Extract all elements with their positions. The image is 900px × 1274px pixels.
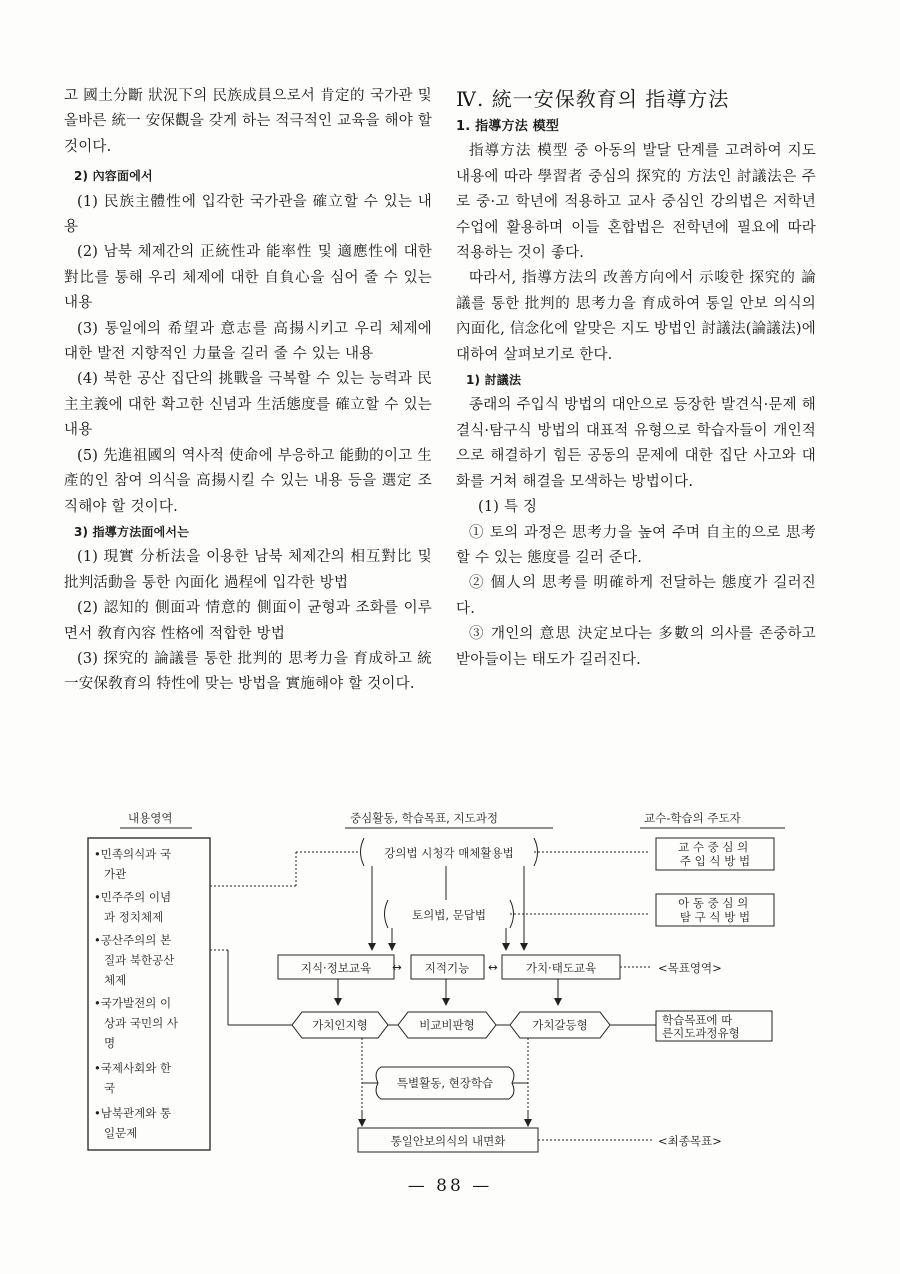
- paragraph-discussion: 종래의 주입식 방법의 대안으로 등장한 발견식·문제 해결식·탐구식 방법의 대표적 유형으로 학습자들이 개인적으로 해결하기 힘든 공동의 문제에 대한 집단 사고와 대화를 거쳐 해결을 모색하는 방법이다.: [456, 397, 816, 490]
- type-comparison-critique: 비교비판형: [419, 1018, 475, 1032]
- content-item-1: (1) 民族主體性에 입각한 국가관을 確立할 수 있는 내용: [64, 193, 432, 236]
- content-list: •민족의식과 국 가관 •민주주의 이념 과 정치체제 •공산주의의 본 질과 북한공산 체제 •국가발전의 이 상과 국민의 사 명 •국제사회와 한 국 •남북관계와 통 일문제: [94, 847, 178, 1140]
- paragraph-intro: 고 國土分斷 狀況下의 民族成員으로서 肯定的 국가관 및 올바른 統一 安保觀을 갖게 하는 적극적인 교육을 해야 할 것이다.: [64, 88, 432, 155]
- goal-knowledge: 지식·정보교육: [300, 961, 372, 975]
- page-number: — 88 —: [407, 1176, 493, 1196]
- features-title: (1) 특 징: [478, 499, 538, 516]
- arrow-glyph: ↔: [488, 960, 498, 974]
- method-item-1: (1) 現實 分析法을 이용한 남북 체제간의 相互對比 및 批判活動을 통한 內面化 過程에 입각한 방법: [64, 549, 432, 591]
- arrow-glyph: ↔: [392, 960, 402, 974]
- type-label-box: 학습목표에 따 른지도과정유형: [662, 1013, 740, 1040]
- header-core-activity: 중심활동, 학습목표, 지도과정: [350, 811, 498, 825]
- section-title: Ⅳ. 統一安保敎育의 指導方法: [456, 87, 730, 111]
- paragraph-model: 指導方法 模型 중 아동의 발달 단계를 고려하여 지도 내용에 따라 學習者 중심의 探究的 方法인 討議法은 주로 중·고 학년에 적용하고 교사 중심인 강의법은 저학년 수업에 활용하며 이들 혼합법은 전학년에 필요에 따라 적용하는 것이 좋다.: [456, 143, 816, 262]
- heading-discussion-method: 1) 討議法: [466, 373, 522, 388]
- teaching-model-diagram: [0, 800, 900, 1170]
- header-leader: 교수-학습의 주도자: [644, 811, 741, 825]
- content-item-3: (3) 통일에의 希望과 意志를 高揚시키고 우리 체제에 대한 발전 지향적인 力量을 길러 줄 수 있는 내용: [64, 320, 432, 363]
- goal-area-label: <목표영역>: [658, 961, 722, 975]
- paragraph-therefore: 따라서, 指導方法의 改善方向에서 示唆한 探究的 論議를 통한 批判的 思考力을 育成하여 통일 안보 의식의 內面化, 信念化에 알맞은 지도 방법인 討議法(論議法)에 대하여 살펴보기로 한다.: [456, 270, 816, 363]
- feature-2: ② 個人의 思考를 明確하게 전달하는 態度가 길러진다.: [456, 575, 816, 617]
- type-value-recognition: 가치인지형: [312, 1018, 368, 1032]
- goal-skill: 지적기능: [424, 961, 470, 975]
- subsection-title: 1. 指導方法 模型: [456, 119, 560, 134]
- type-value-conflict: 가치갈등형: [532, 1018, 588, 1032]
- heading-content-aspect: 2) 內容面에서: [74, 169, 153, 184]
- activity-discussion: 토의법, 문답법: [412, 908, 486, 922]
- feature-3: ③ 개인의 意思 決定보다는 多數의 의사를 존중하고 받아들이는 태도가 길러진다.: [456, 626, 816, 668]
- heading-method-aspect: 3) 指導方法面에서는: [74, 524, 189, 539]
- right-column: [456, 84, 816, 673]
- content-item-2: (2) 남북 체제간의 正統性과 能率性 및 適應性에 대한 對比를 통해 우리 체제에 대한 自負心을 심어 줄 수 있는 내용: [64, 244, 432, 312]
- activity-lecture: 강의법 시청각 매체활용법: [384, 846, 514, 860]
- leader-teacher: 교 수 중 심 의 주 입 식 방 법: [678, 840, 751, 868]
- content-item-5: (5) 先進祖國의 역사적 使命에 부응하고 能動的이고 生產的인 참여 의식을 高揚시킬 수 있는 내용 등을 選定 조직해야 할 것이다.: [64, 447, 432, 515]
- method-item-2: (2) 認知的 側面과 情意的 側面이 균형과 조화를 이루면서 敎育內容 性格에 적합한 방법: [64, 600, 432, 642]
- final-internalization: 통일안보의식의 내면화: [390, 1134, 506, 1148]
- special-activities: 특별활동, 현장학습: [396, 1076, 494, 1090]
- left-column: [64, 84, 432, 698]
- goal-attitude: 가치·태도교육: [525, 961, 597, 975]
- leader-student: 아 동 중 심 의 탐 구 식 방 법: [678, 896, 751, 924]
- feature-1: ① 토의 과정은 思考力을 높여 주며 自主的으로 思考할 수 있는 態度를 길러 준다.: [456, 524, 816, 566]
- final-goal-label: <최종목표>: [658, 1134, 722, 1148]
- header-content-area: 내용영역: [128, 811, 173, 825]
- method-item-3: (3) 探究的 論議를 통한 批判的 思考力을 育成하고 統一安保敎育의 特性에 맞는 방법을 實施해야 할 것이다.: [64, 650, 432, 693]
- content-item-4: (4) 북한 공산 집단의 挑戰을 극복할 수 있는 능력과 民主主義에 대한 확고한 신념과 生活態度를 確立할 수 있는 내용: [64, 371, 432, 439]
